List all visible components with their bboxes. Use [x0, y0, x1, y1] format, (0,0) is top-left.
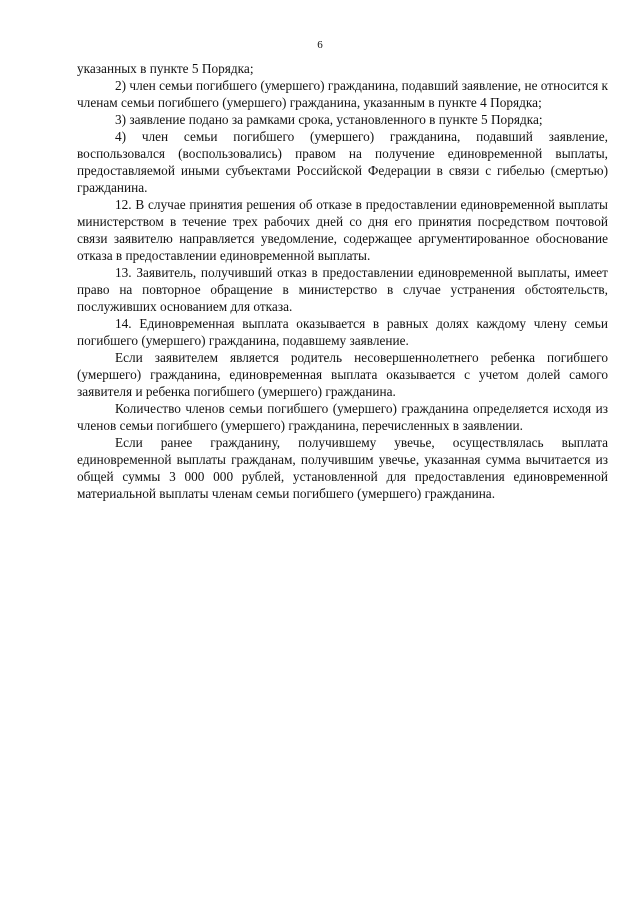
clause-13: 13. Заявитель, получивший отказ в предоставлении единовременной выплаты, имеет право на повторное обращение в министерство в случае устранения обстоятельств, послуживших основанием для отказа.: [77, 265, 608, 314]
clause-14-paragraph-4: Если ранее гражданину, получившему увечье, осуществлялась выплата единовременной выплаты гражданам, получившим увечье, указанная сумма вычитается из общей суммы 3 000 000 рублей, установленной для предоставления единовременной материальной выплаты членам семьи погибшего (умершего) гражданина.: [77, 435, 608, 501]
clause-14: 14. Единовременная выплата оказывается в равных долях каждому члену семьи погибшего (умершего) гражданина, подавшему заявление.: [77, 316, 608, 348]
clause-12: 12. В случае принятия решения об отказе в предоставлении единовременной выплаты министерством в течение трех рабочих дней со дня его принятия посредством почтовой связи заявителю направляется уведомление, содержащее аргументированное обоснование отказа в предоставлении единовременной выплаты.: [77, 197, 608, 263]
clause-14-paragraph-3: Количество членов семьи погибшего (умершего) гражданина определяется исходя из членов семьи погибшего (умершего) гражданина, перечисленных в заявлении.: [77, 401, 608, 433]
paragraph-continuation: указанных в пункте 5 Порядка;: [77, 61, 254, 76]
document-body: [77, 60, 608, 502]
list-item-2: 2) член семьи погибшего (умершего) гражданина, подавший заявление, не относится к членам семьи погибшего (умершего) гражданина, указанным в пункте 4 Порядка;: [77, 78, 608, 110]
list-item-3: 3) заявление подано за рамками срока, установленного в пункте 5 Порядка;: [115, 112, 543, 127]
clause-14-paragraph-2: Если заявителем является родитель несовершеннолетнего ребенка погибшего (умершего) гражданина, единовременная выплата оказывается с учетом долей самого заявителя и ребенка погибшего (умершего) гражданина.: [77, 350, 608, 399]
list-item-4: 4) член семьи погибшего (умершего) гражданина, подавший заявление, воспользовался (воспользовались) правом на получение единовременной выплаты, предоставляемой иными субъектами Российской Федерации в связи с гибелью (смертью) гражданина.: [77, 129, 608, 195]
page-number: 6: [317, 39, 323, 51]
